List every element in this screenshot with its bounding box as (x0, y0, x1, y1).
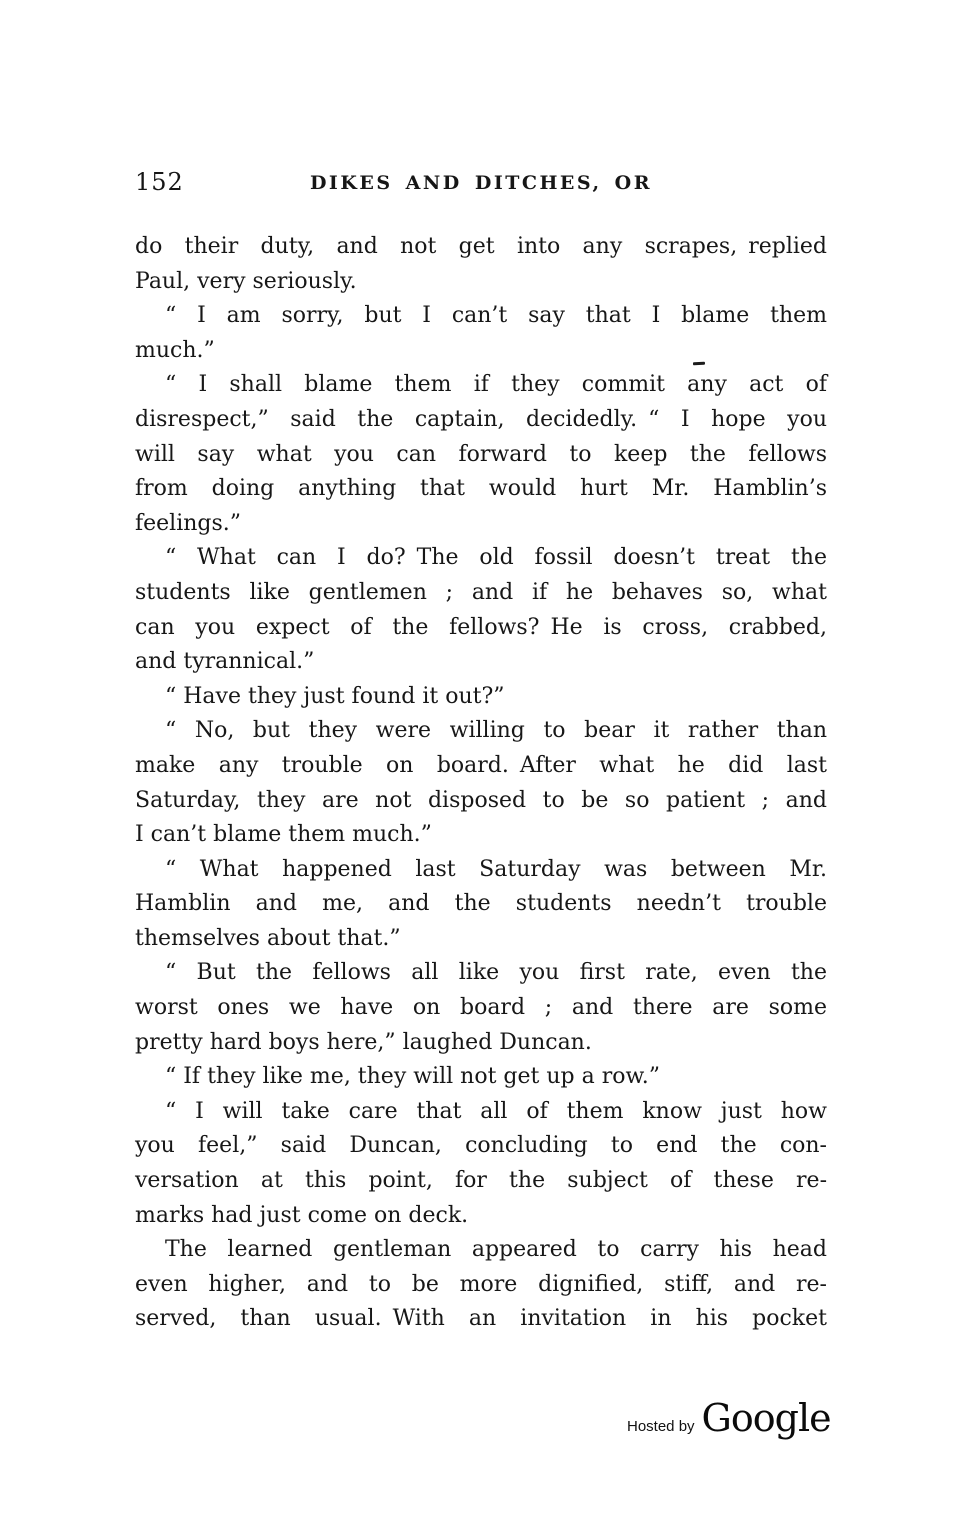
text-line: students like gentlemen ; and if he behaves so, what (135, 579, 827, 605)
paragraph (135, 368, 827, 541)
text-line: I can’t blame them much.” (135, 822, 432, 848)
paragraph (135, 1233, 827, 1337)
text-line: do their duty, and not get into any scrapes, replied (135, 234, 827, 259)
text-line: “ I am sorry, but I can’t say that I blame them (165, 303, 827, 329)
text-line: disrespect,” said the captain, decidedly. “ I hope you (135, 406, 827, 432)
text-line: make any trouble on board. After what he did last (135, 752, 827, 778)
text-line: will say what you can forward to keep the fellows (135, 441, 827, 467)
text-line: served, than usual. With an invitation in his pocket (135, 1306, 827, 1332)
text-line: Paul, very seriously. (135, 268, 357, 294)
paragraph (135, 956, 827, 1060)
paragraph (135, 299, 827, 368)
paragraph (135, 1095, 827, 1233)
text-line: Hamblin and me, and the students needn’t trouble (135, 891, 827, 917)
text-line: “ Have they just found it out?” (165, 683, 505, 709)
text-line: “ What happened last Saturday was between Mr. (165, 856, 827, 882)
text-line: from doing anything that would hurt Mr. Hamblin’s (135, 476, 827, 502)
paragraph (135, 230, 827, 299)
paragraph (135, 541, 827, 679)
text-line: you feel,” said Duncan, concluding to end the con- (135, 1133, 827, 1159)
text-line: “ No, but they were willing to bear it rather than (165, 718, 827, 744)
text-line: feelings.” (135, 510, 242, 536)
text-line: “ I will take care that all of them know just how (165, 1098, 827, 1124)
text-line: “ If they like me, they will not get up a row.” (165, 1064, 660, 1090)
google-logo: Google (701, 1396, 831, 1440)
paragraph (135, 680, 827, 715)
running-head (135, 169, 827, 199)
google-watermark (627, 1396, 831, 1440)
text-line: versation at this point, for the subject of these re- (135, 1168, 827, 1194)
text-line: “ What can I do? The old fossil doesn’t treat the (165, 545, 827, 571)
paragraph (135, 714, 827, 852)
text-line: marks had just come on deck. (135, 1202, 469, 1228)
page-number: 152 (135, 168, 184, 196)
text-line: even higher, and to be more dignified, stiff, and re- (135, 1271, 827, 1297)
text-line: “ But the fellows all like you first rate, even the (165, 960, 827, 986)
running-title: DIKES AND DITCHES, OR (309, 172, 653, 194)
scan-artifact-dash (693, 362, 705, 366)
paragraph (135, 853, 827, 957)
body-text (135, 230, 827, 1337)
text-line: themselves about that.” (135, 925, 401, 951)
text-line: “ I shall blame them if they commit any act of (165, 372, 827, 398)
text-line: pretty hard boys here,” laughed Duncan. (135, 1029, 592, 1055)
text-line: much.” (135, 337, 215, 363)
text-line: can you expect of the fellows? He is cross, crabbed, (135, 614, 827, 640)
text-line: The learned gentleman appeared to carry his head (165, 1237, 827, 1263)
text-line: worst ones we have on board ; and there are some (135, 995, 827, 1021)
paragraph (135, 1060, 827, 1095)
text-line: and tyrannical.” (135, 649, 315, 675)
text-line: Saturday, they are not disposed to be so patient ; and (135, 787, 827, 813)
hosted-by-label: Hosted by (627, 1418, 695, 1435)
